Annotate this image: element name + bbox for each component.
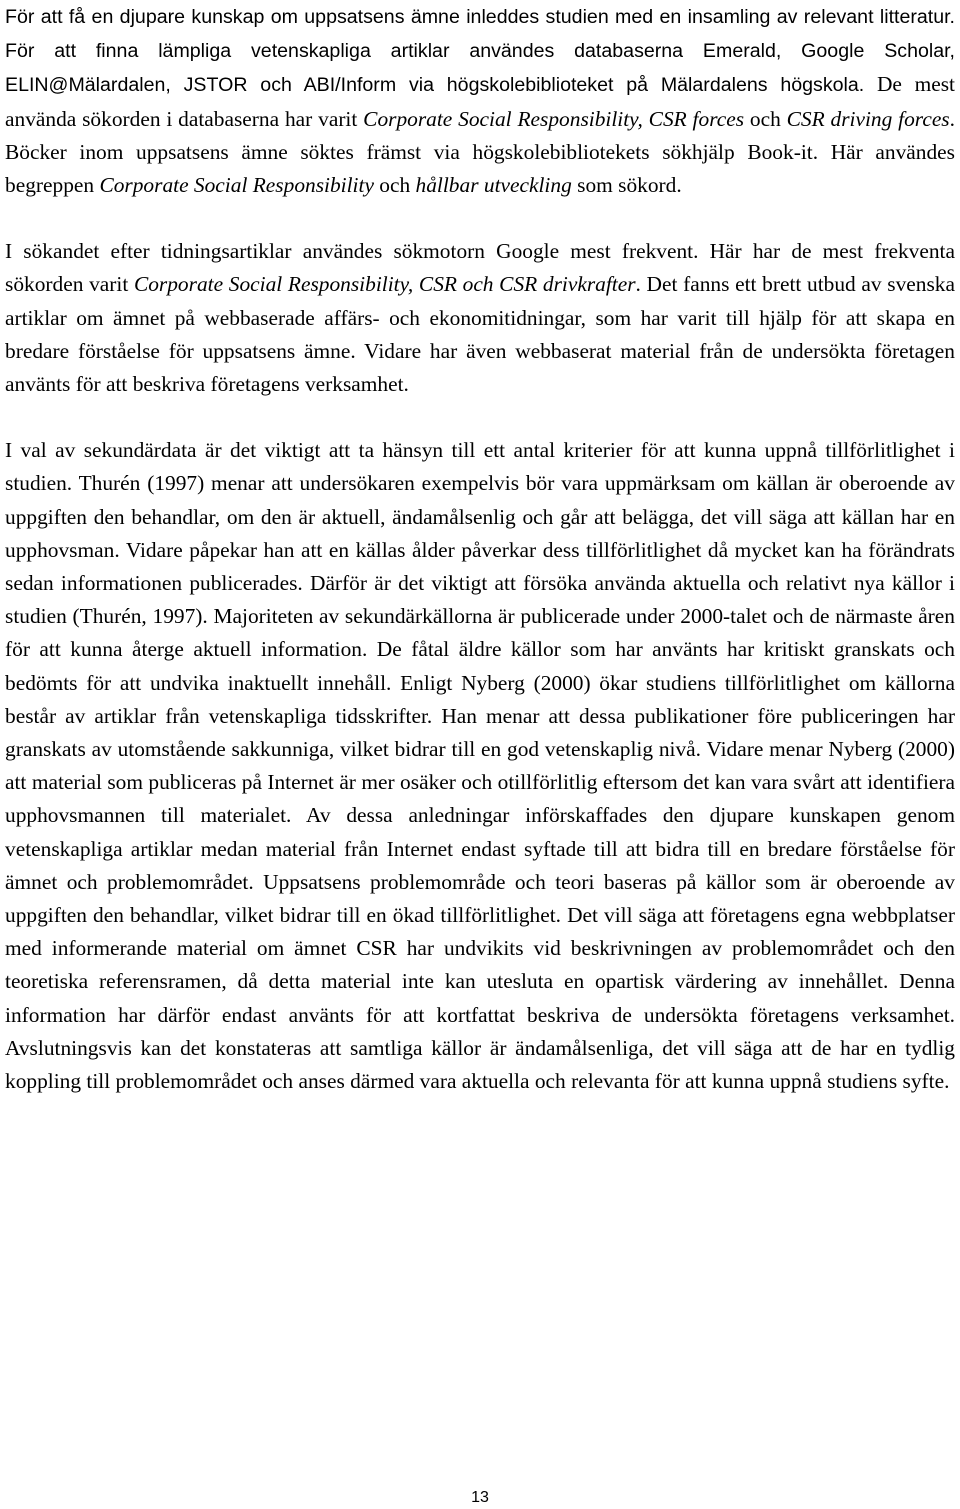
text-run: och [744, 106, 787, 131]
text-run: . Böcker inom uppsatsens ämne söktes främst via högskolebibliotekets sökhjälp Book-it. Här användes begreppen [5, 106, 955, 198]
text-run: . Det fanns ett brett utbud av svenska artiklar om ämnet på webbaserade affärs- och ekonomitidningar, som har varit till hjälp för att skapa en bredare förståelse för uppsatsens ämne. Vidare har även webbaserat material från de undersökta företagen använts för att beskriva företagens verksamhet. [5, 272, 955, 397]
italic-term: Corporate Social Responsibility [99, 173, 374, 198]
document-page [5, 0, 955, 1098]
text-run: som sökord. [571, 173, 682, 198]
paragraph-newspaper-search [5, 235, 955, 401]
text-run: För att få en djupare kunskap om uppsatsens ämne inleddes studien med en insamling av relevant litteratur. För att finna lämpliga vetenskapliga artiklar användes databaserna Emerald, Google Scholar, ELIN@Mälardalen, JSTOR och ABI/Inform via högskolebiblioteket på Mälardalens högskola. [5, 6, 955, 97]
paragraph-literature-search [5, 0, 955, 202]
italic-term: Corporate Social Responsibility, CSR och CSR drivkrafter [133, 272, 636, 297]
text-run: I val av sekundärdata är det viktigt att ta hänsyn till ett antal kriterier för att kunna uppnå tillförlitlighet i studien. Thurén (1997) menar att undersökaren exempelvis bör vara uppmärksam om källan är oberoende av uppgiften den behandlar, om den är aktuell, ändamålsenlig och går att belägga, det vill säga att källan har en upphovsman. Vidare påpekar han att en källas ålder påverkar dess tillförlitlighet då mycket kan ha förändrats sedan informationen publicerades. Därför är det viktigt att försöka använda aktuella och relativt nya källor i studien (Thurén, 1997). Majoriteten av sekundärkällorna är publicerade under 2000-talet och de närmaste åren för att kunna återge aktuell information. De fåtal äldre källor som har använts har kritiskt granskats och bedömts för att undvika inaktuellt innehåll. Enligt Nyberg (2000) ökar studiens tillförlitlighet om källorna består av artiklar från vetenskapliga tidsskrifter. Han menar att dessa publikationer före publiceringen har granskats av utomstående sakkunniga, vilket bidrar till en god vetenskaplig nivå. Vidare menar Nyberg (2000) att material som publiceras på Internet är mer osäker och otillförlitlig eftersom det kan vara svårt att identifiera upphovsmannen till materialet. Av dessa anledningar införskaffades den djupare kunskapen genom vetenskapliga artiklar medan material från Internet endast syftade till att bidra till en bredare förståelse för ämnet och problemområdet. Uppsatsens problemområde och teori baseras på källor som är oberoende av uppgiften den behandlar, vilket bidrar till en ökad tillförlitlighet. Det vill säga att företagens egna webbplatser med informerande material om ämnet CSR har undvikits vid beskrivningen av problemområdet och den teoretiska referensramen, då detta material inte kan utesluta en opartisk värdering av innehållet. Denna information har därför endast använts för att kortfattat beskriva de undersökta företagens verksamhet. Avslutningsvis kan det konstateras att samtliga källor är ändamålsenliga, det vill säga att de har en tydlig koppling till problemområdet och anses därmed vara aktuella och relevanta för att kunna uppnå studiens syfte. [5, 438, 955, 1094]
text-run: och [373, 173, 416, 198]
paragraph-secondary-data [5, 434, 955, 1098]
italic-term: Corporate Social Responsibility, CSR forces [363, 106, 745, 131]
italic-term: CSR driving forces [786, 106, 950, 131]
text-run: I sökandet efter tidningsartiklar användes sökmotorn Google mest frekvent. Här har de mest frekventa sökorden varit [5, 239, 955, 297]
italic-term: hållbar utveckling [415, 173, 572, 198]
text-run: De mest använda sökorden i databaserna har varit [5, 72, 955, 131]
page-number: 13 [471, 1489, 489, 1506]
